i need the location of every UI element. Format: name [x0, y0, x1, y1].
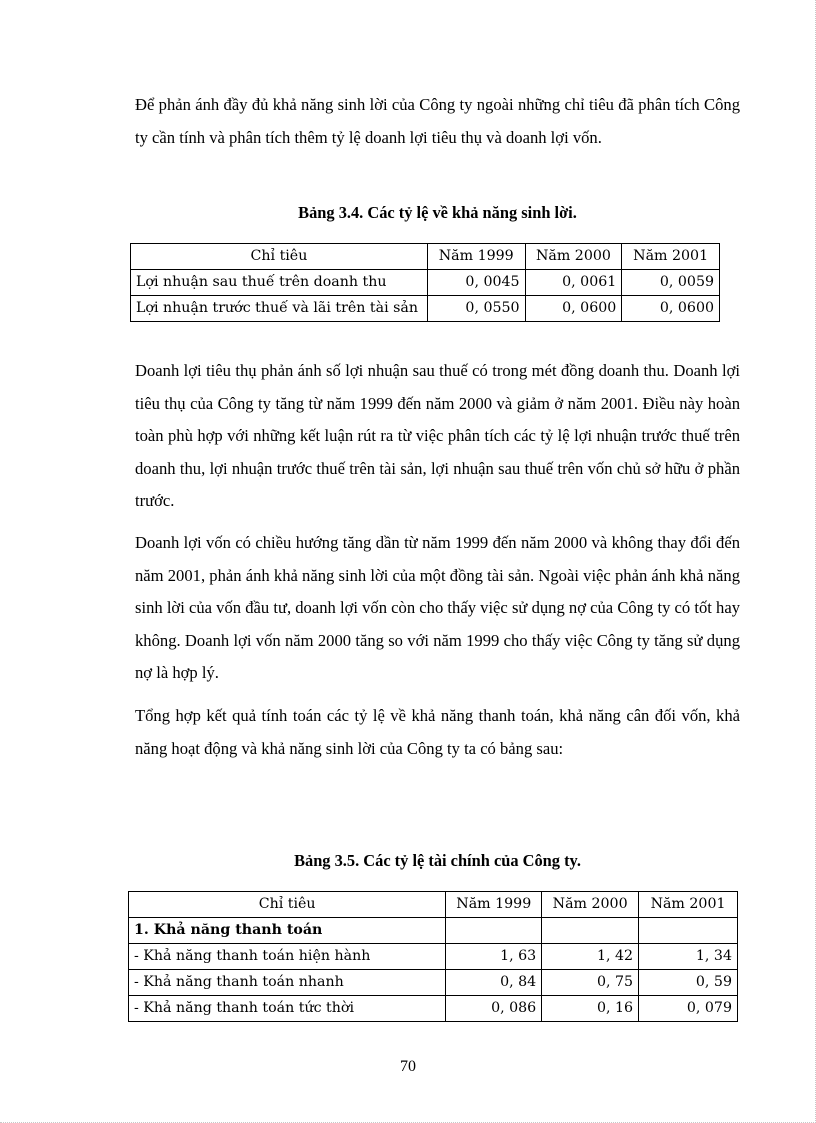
table-row — [129, 970, 738, 996]
paragraph-intro: Để phản ánh đầy đủ khả năng sinh lời của Công ty ngoài những chỉ tiêu đã phân tích Công ty cần tính và phân tích thêm tỷ lệ doanh lợi tiêu thụ và doanh lợi vốn. — [135, 95, 740, 147]
table-row — [131, 270, 720, 296]
table-row — [129, 996, 738, 1022]
header-year-1999: Năm 1999 — [446, 892, 542, 918]
paragraph-summary: Tổng hợp kết quả tính toán các tỷ lệ về khả năng thanh toán, khả năng cân đối vốn, khả năng hoạt động và khả năng sinh lời của Công ty ta có bảng sau: — [135, 706, 740, 758]
table-3-5 — [128, 891, 738, 1022]
page-number: 70 — [400, 1058, 416, 1075]
table-section-row — [129, 918, 738, 944]
row-label: - Khả năng thanh toán tức thời — [129, 996, 446, 1022]
header-year-2001: Năm 2001 — [639, 892, 738, 918]
cell-value: 1, 63 — [446, 944, 542, 970]
cell-value: 0, 0600 — [525, 296, 622, 322]
table-header-row — [129, 892, 738, 918]
cell-value: 0, 16 — [542, 996, 639, 1022]
header-year-2000: Năm 2000 — [542, 892, 639, 918]
empty-cell — [446, 918, 542, 944]
row-label: Lợi nhuận trước thuế và lãi trên tài sản — [131, 296, 428, 322]
row-label: - Khả năng thanh toán nhanh — [129, 970, 446, 996]
cell-value: 0, 0059 — [622, 270, 720, 296]
table-3-4-caption: Bảng 3.4. Các tỷ lệ về khả năng sinh lời. — [298, 203, 577, 222]
header-year-1999: Năm 1999 — [427, 244, 525, 270]
table-3-4 — [130, 243, 720, 322]
cell-value: 1, 34 — [639, 944, 738, 970]
cell-value: 0, 0550 — [427, 296, 525, 322]
row-label: Lợi nhuận sau thuế trên doanh thu — [131, 270, 428, 296]
cell-value: 0, 079 — [639, 996, 738, 1022]
header-indicator: Chỉ tiêu — [131, 244, 428, 270]
table-row — [131, 296, 720, 322]
empty-cell — [639, 918, 738, 944]
cell-value: 0, 086 — [446, 996, 542, 1022]
cell-value: 0, 0045 — [427, 270, 525, 296]
cell-value: 0, 59 — [639, 970, 738, 996]
empty-cell — [542, 918, 639, 944]
header-year-2000: Năm 2000 — [525, 244, 622, 270]
table-row — [129, 944, 738, 970]
row-label: - Khả năng thanh toán hiện hành — [129, 944, 446, 970]
paragraph-return-on-assets: Doanh lợi vốn có chiều hướng tăng dần từ năm 1999 đến năm 2000 và không thay đổi đến năm 2001, phản ánh khả năng sinh lời của một đồng tài sản. Ngoài việc phản ánh khả năng sinh lời của vốn đầu tư, doanh lợi vốn còn cho thấy việc sử dụng nợ của Công ty có tốt hay không. Doanh lợi vốn năm 2000 tăng so với năm 1999 cho thấy việc Công ty tăng sử dụng nợ là hợp lý. — [135, 533, 740, 682]
table-header-row — [131, 244, 720, 270]
cell-value: 0, 84 — [446, 970, 542, 996]
header-year-2001: Năm 2001 — [622, 244, 720, 270]
cell-value: 0, 0600 — [622, 296, 720, 322]
section-label: 1. Khả năng thanh toán — [129, 918, 446, 944]
cell-value: 0, 75 — [542, 970, 639, 996]
cell-value: 1, 42 — [542, 944, 639, 970]
header-indicator: Chỉ tiêu — [129, 892, 446, 918]
table-3-5-caption: Bảng 3.5. Các tỷ lệ tài chính của Công ty. — [294, 851, 581, 870]
paragraph-sales-profitability: Doanh lợi tiêu thụ phản ánh số lợi nhuận sau thuế có trong mét đồng doanh thu. Doanh lợi tiêu thụ của Công ty tăng từ năm 1999 đến năm 2000 và giảm ở năm 2001. Điều này hoàn toàn phù hợp với những kết luận rút ra từ việc phân tích các tỷ lệ lợi nhuận trước thuế trên doanh thu, lợi nhuận trước thuế trên tài sản, lợi nhuận sau thuế trên vốn chủ sở hữu ở phần trước. — [135, 361, 740, 510]
cell-value: 0, 0061 — [525, 270, 622, 296]
